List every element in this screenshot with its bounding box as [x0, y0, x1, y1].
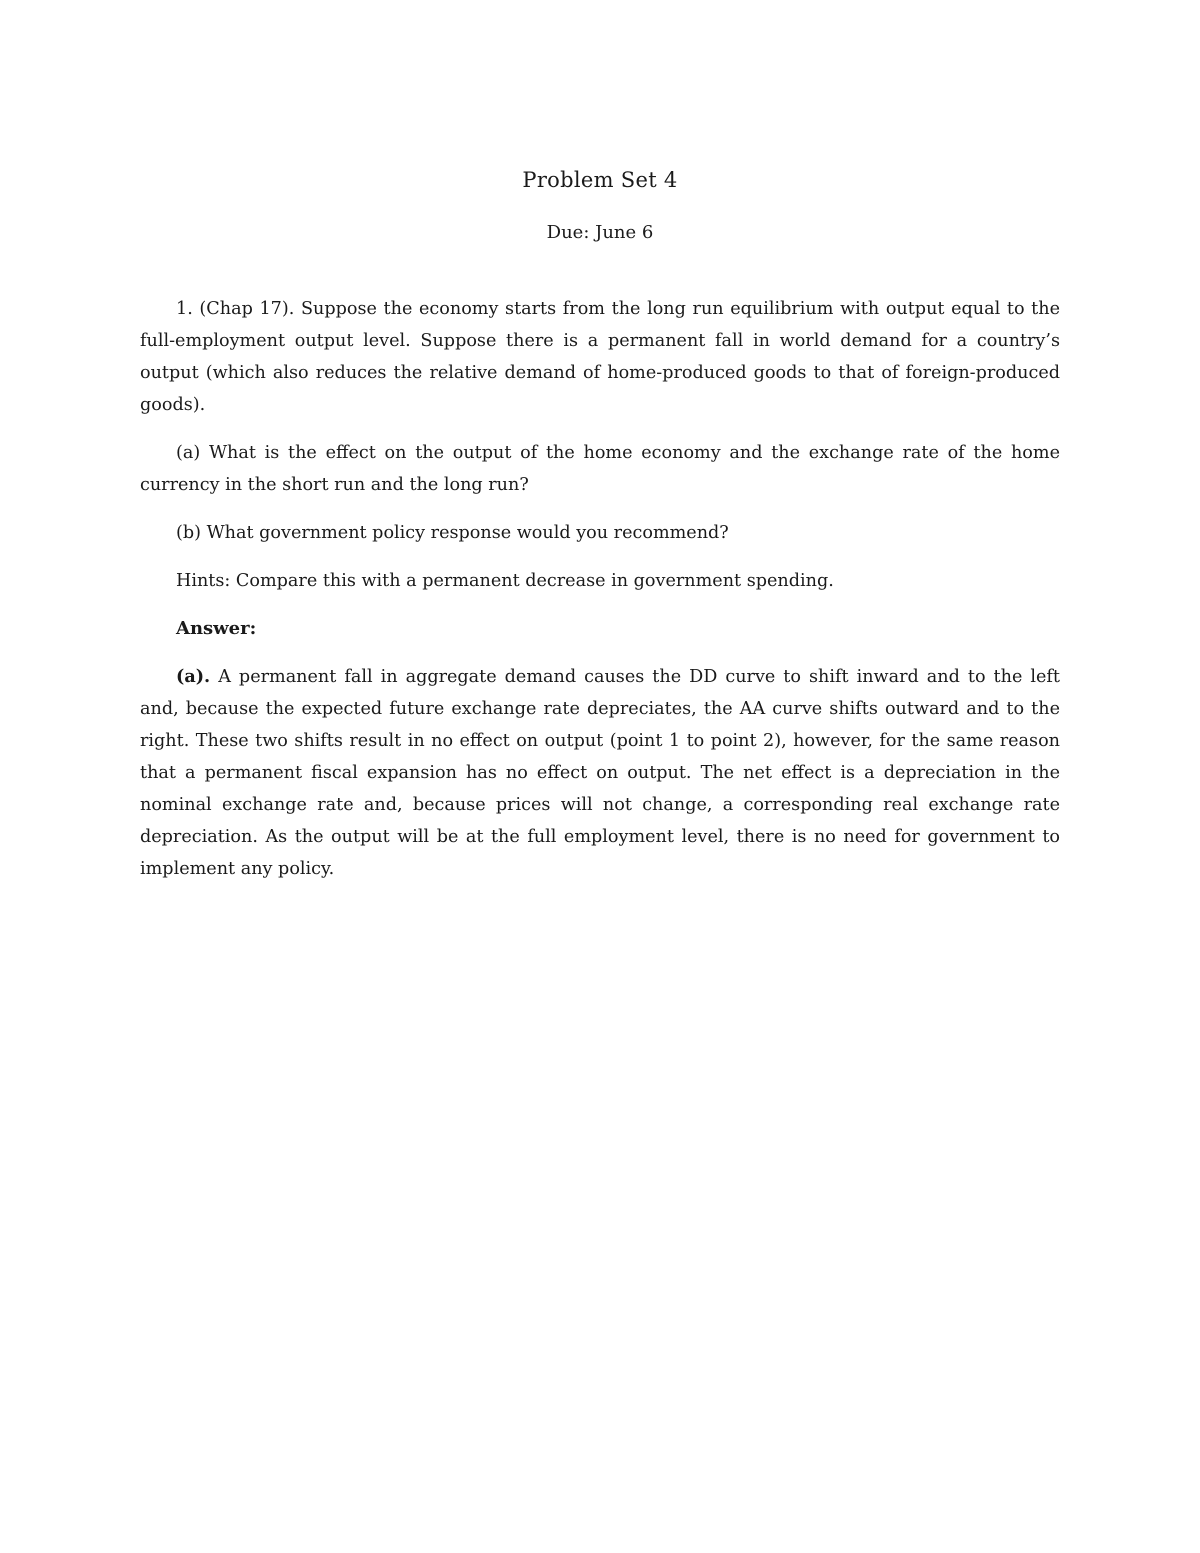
answer-part-a-label: (a). [176, 666, 211, 687]
question-1-text: 1. (Chap 17). Suppose the economy starts from the long run equilibrium with output equal to the full-employment output level. Suppose there is a permanent fall in world demand for a country’s output (which also reduces the relative demand of home-produced goods to that of foreign-produced goods). [140, 299, 1060, 415]
question-1-hints: Hints: Compare this with a permanent decrease in government spending. [176, 571, 834, 591]
answer-part-a-text: A permanent fall in aggregate demand causes the DD curve to shift inward and to the left and, because the expected future exchange rate depreciates, the AA curve shifts outward and to the right. These two shifts result in no effect on output (point 1 to point 2), however, for the same reason that a permanent fiscal expansion has no effect on output. The net effect is a depreciation in the nominal exchange rate and, because prices will not change, a corresponding real exchange rate depreciation. As the output will be at the full employment level, there is no need for government to implement any policy. [140, 667, 1060, 879]
document-body [140, 293, 1060, 901]
document-title: Problem Set 4 [522, 168, 678, 192]
due-date: Due: June 6 [546, 222, 654, 243]
question-1-part-b: (b) What government policy response would you recommend? [176, 523, 729, 543]
answer-part-a [140, 661, 1060, 885]
question-1-part-a: (a) What is the effect on the output of the home economy and the exchange rate of the home currency in the short run and the long run? [140, 443, 1060, 495]
answer-heading: Answer: [176, 618, 257, 639]
